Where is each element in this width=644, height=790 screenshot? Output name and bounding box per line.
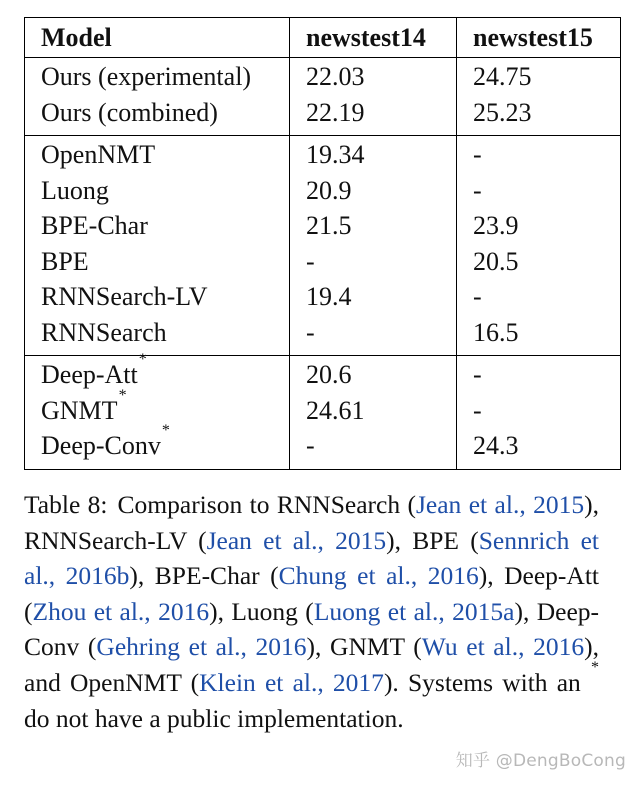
citation-link[interactable]: Wu et al., 2016 <box>421 632 585 662</box>
model-name: Deep-Att <box>41 360 138 389</box>
caption-text: ), BPE ( <box>386 525 479 555</box>
table-row <box>25 315 621 356</box>
no-public-implementation-marker: * <box>118 386 127 404</box>
model-name-cell <box>25 351 290 393</box>
model-name: Luong <box>41 175 109 205</box>
citation-link[interactable]: Luong et al., 2015a <box>313 596 515 626</box>
caption-text: do not have a public implementation. <box>24 703 404 733</box>
model-name: OpenNMT <box>41 140 156 169</box>
newstest15-score: - <box>473 175 482 205</box>
table-row <box>25 244 621 280</box>
newstest14-score: - <box>290 428 457 469</box>
caption-text: ), Deep-Conv ( <box>24 596 600 662</box>
results-table <box>24 17 621 470</box>
model-name-cell <box>25 208 290 244</box>
no-public-implementation-marker: * <box>161 422 170 439</box>
newstest14-score: 19.34 <box>290 136 457 173</box>
table-row <box>25 428 621 469</box>
caption-text: ), BPE-Char ( <box>129 561 279 591</box>
citation-link[interactable]: Gehring et al., 2016 <box>96 632 307 662</box>
newstest15-score: - <box>457 356 621 393</box>
model-name: GNMT <box>41 395 118 425</box>
model-name-cell <box>25 315 290 356</box>
table-body <box>25 58 621 470</box>
table-row <box>25 279 621 315</box>
caption-label: Table 8: <box>24 490 108 519</box>
newstest14-score: 22.19 <box>290 95 457 136</box>
column-header-newstest15: newstest15 <box>457 18 621 58</box>
caption-text: ), GNMT ( <box>306 632 422 662</box>
newstest14-score: 22.03 <box>290 58 457 95</box>
table-row <box>25 136 621 173</box>
watermark: 知乎 @DengBoCong <box>455 751 626 771</box>
newstest14-score: 19.4 <box>290 279 457 315</box>
citation-link[interactable]: Jean et al., 2015 <box>416 490 585 519</box>
newstest15-score: 23.9 <box>473 211 519 240</box>
caption-text: ), Luong ( <box>209 596 314 626</box>
model-name-cell <box>25 279 290 315</box>
model-name: Ours (experimental) <box>41 62 252 91</box>
model-name-cell <box>25 95 290 136</box>
caption-body <box>24 490 599 733</box>
newstest15-score: - <box>473 395 482 425</box>
model-name: RNNSearch-LV <box>41 282 208 311</box>
table-row <box>25 173 621 209</box>
newstest14-score: 20.9 <box>290 173 457 209</box>
citation-link[interactable]: Zhou et al., 2016 <box>32 596 210 626</box>
newstest15-score: - <box>457 136 621 173</box>
caption-text: ), and OpenNMT ( <box>24 632 599 697</box>
model-name-cell <box>25 173 290 209</box>
newstest14-score: 20.6 <box>290 356 457 393</box>
newstest14-score: - <box>290 315 457 356</box>
no-public-implementation-marker: * <box>138 351 147 368</box>
newstest15-score: 16.5 <box>473 317 519 347</box>
header-row <box>25 18 621 58</box>
asterisk-marker: * <box>591 658 599 676</box>
caption-text: Comparison to RNNSearch ( <box>117 490 416 519</box>
column-header-model: Model <box>25 18 290 58</box>
newstest14-score: - <box>290 244 457 280</box>
model-name: Deep-Conv <box>41 431 161 460</box>
column-header-newstest14: newstest14 <box>290 18 457 58</box>
table-row <box>25 356 621 393</box>
table-row <box>25 208 621 244</box>
newstest14-score: 21.5 <box>290 208 457 244</box>
model-name: BPE-Char <box>41 211 148 240</box>
citation-link[interactable]: Chung et al., 2016 <box>278 561 479 591</box>
newstest15-score: - <box>473 282 482 311</box>
model-name-cell <box>25 386 290 429</box>
model-name-cell <box>25 136 290 173</box>
citation-link[interactable]: Jean et al., 2015 <box>206 525 387 555</box>
citation-link[interactable]: Klein et al., 2017 <box>199 667 384 697</box>
model-name: RNNSearch <box>41 317 167 347</box>
model-name-cell <box>25 422 290 469</box>
table-row <box>25 58 621 95</box>
caption-text: ). Systems with an <box>383 667 590 697</box>
caption-text: ), RNNSearch-LV ( <box>24 490 599 555</box>
table-row <box>25 95 621 136</box>
table-row <box>25 393 621 429</box>
newstest15-score: 25.23 <box>473 97 532 127</box>
table-caption <box>24 487 599 736</box>
model-name: Ours (combined) <box>41 97 218 127</box>
newstest15-score: 24.75 <box>473 62 532 91</box>
model-name-cell <box>25 58 290 95</box>
model-name-cell <box>25 244 290 280</box>
newstest14-score: 24.61 <box>290 393 457 429</box>
citation-link[interactable]: Sennrich et al., 2016b <box>24 525 600 591</box>
caption-text: ), Deep-Att ( <box>24 561 600 626</box>
newstest15-score: 24.3 <box>473 431 519 460</box>
newstest15-score: 20.5 <box>473 246 519 276</box>
model-name: BPE <box>41 246 89 276</box>
